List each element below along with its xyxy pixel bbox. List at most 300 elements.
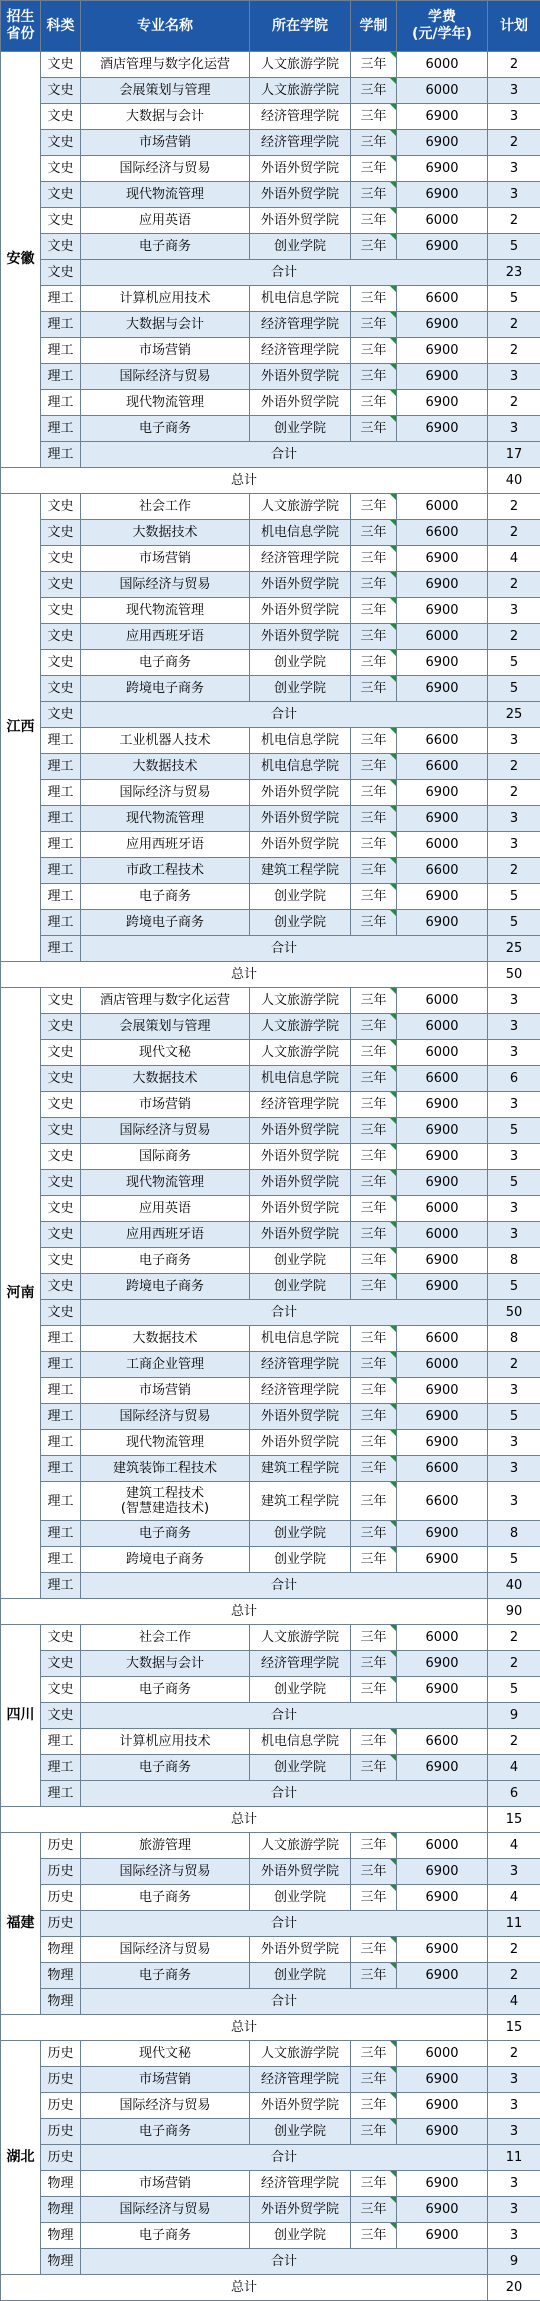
college-cell: 机电信息学院	[250, 286, 351, 312]
major-cell: 现代文秘	[81, 2041, 250, 2067]
duration-cell: 三年	[351, 1755, 397, 1781]
plan-cell: 3	[488, 78, 540, 104]
fee-cell: 6900	[397, 2067, 488, 2093]
fee-cell: 6600	[397, 286, 488, 312]
subtotal-row	[1, 1573, 540, 1599]
table-body	[1, 52, 540, 2301]
major-cell: 计算机应用技术	[81, 286, 250, 312]
college-cell: 外语外贸学院	[250, 1404, 351, 1430]
college-cell: 创业学院	[250, 910, 351, 936]
subtotal-value: 25	[488, 702, 540, 728]
fee-cell: 6000	[397, 1040, 488, 1066]
subtotal-value: 40	[488, 1573, 540, 1599]
table-row	[1, 650, 540, 676]
college-cell: 人文旅游学院	[250, 494, 351, 520]
header-category: 科类	[41, 1, 81, 52]
table-row	[1, 1859, 540, 1885]
duration-cell: 三年	[351, 312, 397, 338]
category-cell: 历史	[41, 1885, 81, 1911]
college-cell: 人文旅游学院	[250, 1014, 351, 1040]
fee-cell: 6600	[397, 1482, 488, 1521]
fee-cell: 6900	[397, 1248, 488, 1274]
header-province: 招生省份	[1, 1, 41, 52]
major-cell: 电子商务	[81, 2223, 250, 2249]
duration-cell: 三年	[351, 728, 397, 754]
table-row	[1, 1482, 540, 1521]
fee-cell: 6900	[397, 234, 488, 260]
category-cell: 文史	[41, 1118, 81, 1144]
major-cell: 市场营销	[81, 2171, 250, 2197]
plan-cell: 3	[488, 182, 540, 208]
plan-cell: 2	[488, 754, 540, 780]
fee-cell: 6900	[397, 2119, 488, 2145]
duration-cell: 三年	[351, 1274, 397, 1300]
college-cell: 经济管理学院	[250, 1092, 351, 1118]
header-plan: 计划	[488, 1, 540, 52]
college-cell: 外语外贸学院	[250, 208, 351, 234]
fee-cell: 6900	[397, 156, 488, 182]
fee-cell: 6600	[397, 1729, 488, 1755]
plan-cell: 5	[488, 910, 540, 936]
table-row	[1, 1456, 540, 1482]
plan-cell: 2	[488, 338, 540, 364]
fee-cell: 6000	[397, 1625, 488, 1651]
college-cell: 经济管理学院	[250, 2067, 351, 2093]
fee-cell: 6900	[397, 390, 488, 416]
major-cell: 大数据技术	[81, 1326, 250, 1352]
category-cell: 文史	[41, 572, 81, 598]
duration-cell: 三年	[351, 780, 397, 806]
college-cell: 人文旅游学院	[250, 988, 351, 1014]
major-cell: 国际经济与贸易	[81, 2093, 250, 2119]
plan-cell: 2	[488, 208, 540, 234]
table-row	[1, 1833, 540, 1859]
college-cell: 外语外贸学院	[250, 2197, 351, 2223]
fee-cell: 6900	[397, 1170, 488, 1196]
province-total-row	[1, 1599, 540, 1625]
plan-cell: 3	[488, 598, 540, 624]
college-cell: 外语外贸学院	[250, 364, 351, 390]
plan-cell: 2	[488, 1963, 540, 1989]
category-cell: 历史	[41, 2119, 81, 2145]
duration-cell: 三年	[351, 754, 397, 780]
total-label: 总计	[1, 1599, 488, 1625]
major-cell: 国际经济与贸易	[81, 1859, 250, 1885]
major-cell: 电子商务	[81, 2119, 250, 2145]
major-cell: 国际经济与贸易	[81, 364, 250, 390]
college-cell: 外语外贸学院	[250, 1118, 351, 1144]
plan-cell: 2	[488, 1937, 540, 1963]
fee-cell: 6600	[397, 1326, 488, 1352]
plan-cell: 2	[488, 780, 540, 806]
province-cell: 湖北	[1, 2041, 41, 2275]
table-row	[1, 1937, 540, 1963]
subtotal-label: 合计	[81, 442, 488, 468]
college-cell: 外语外贸学院	[250, 156, 351, 182]
table-row	[1, 390, 540, 416]
major-cell: 现代物流管理	[81, 1170, 250, 1196]
subtotal-category-cell: 文史	[41, 1300, 81, 1326]
total-value: 90	[488, 1599, 540, 1625]
table-row	[1, 1378, 540, 1404]
plan-cell: 3	[488, 1092, 540, 1118]
subtotal-row	[1, 2249, 540, 2275]
table-row	[1, 416, 540, 442]
major-cell: 国际经济与贸易	[81, 1404, 250, 1430]
category-cell: 文史	[41, 52, 81, 78]
fee-cell: 6000	[397, 208, 488, 234]
duration-cell: 三年	[351, 1547, 397, 1573]
table-row	[1, 1755, 540, 1781]
college-cell: 外语外贸学院	[250, 1170, 351, 1196]
college-cell: 机电信息学院	[250, 520, 351, 546]
table-row	[1, 52, 540, 78]
college-cell: 人文旅游学院	[250, 52, 351, 78]
major-cell: 市场营销	[81, 1378, 250, 1404]
plan-cell: 4	[488, 1755, 540, 1781]
duration-cell: 三年	[351, 1859, 397, 1885]
category-cell: 物理	[41, 2197, 81, 2223]
plan-cell: 4	[488, 1833, 540, 1859]
college-cell: 外语外贸学院	[250, 182, 351, 208]
fee-cell: 6900	[397, 2093, 488, 2119]
category-cell: 理工	[41, 780, 81, 806]
table-row	[1, 1196, 540, 1222]
category-cell: 文史	[41, 78, 81, 104]
duration-cell: 三年	[351, 338, 397, 364]
college-cell: 经济管理学院	[250, 338, 351, 364]
college-cell: 创业学院	[250, 416, 351, 442]
duration-cell: 三年	[351, 572, 397, 598]
category-cell: 文史	[41, 598, 81, 624]
duration-cell: 三年	[351, 1833, 397, 1859]
fee-cell: 6000	[397, 78, 488, 104]
major-cell: 应用西班牙语	[81, 832, 250, 858]
duration-cell: 三年	[351, 52, 397, 78]
fee-cell: 6900	[397, 572, 488, 598]
category-cell: 理工	[41, 1456, 81, 1482]
subtotal-value: 9	[488, 1703, 540, 1729]
plan-cell: 3	[488, 364, 540, 390]
subtotal-row	[1, 936, 540, 962]
college-cell: 人文旅游学院	[250, 1040, 351, 1066]
college-cell: 经济管理学院	[250, 312, 351, 338]
major-cell: 大数据与会计	[81, 1651, 250, 1677]
category-cell: 文史	[41, 520, 81, 546]
fee-cell: 6900	[397, 312, 488, 338]
college-cell: 人文旅游学院	[250, 2041, 351, 2067]
duration-cell: 三年	[351, 2171, 397, 2197]
fee-cell: 6900	[397, 1859, 488, 1885]
table-row	[1, 364, 540, 390]
major-cell: 市场营销	[81, 130, 250, 156]
category-cell: 理工	[41, 884, 81, 910]
subtotal-category-cell: 物理	[41, 2249, 81, 2275]
category-cell: 文史	[41, 1144, 81, 1170]
fee-cell: 6600	[397, 728, 488, 754]
subtotal-value: 50	[488, 1300, 540, 1326]
plan-cell: 5	[488, 884, 540, 910]
subtotal-category-cell: 理工	[41, 442, 81, 468]
college-cell: 建筑工程学院	[250, 1456, 351, 1482]
plan-cell: 3	[488, 104, 540, 130]
table-row	[1, 1963, 540, 1989]
plan-cell: 5	[488, 1274, 540, 1300]
plan-cell: 2	[488, 624, 540, 650]
plan-cell: 3	[488, 2223, 540, 2249]
province-total-row	[1, 1807, 540, 1833]
subtotal-category-cell: 理工	[41, 1573, 81, 1599]
category-cell: 文史	[41, 1222, 81, 1248]
major-cell: 国际经济与贸易	[81, 2197, 250, 2223]
plan-cell: 2	[488, 1352, 540, 1378]
category-cell: 理工	[41, 416, 81, 442]
fee-cell: 6900	[397, 1378, 488, 1404]
duration-cell: 三年	[351, 208, 397, 234]
plan-cell: 3	[488, 1482, 540, 1521]
subtotal-label: 合计	[81, 1781, 488, 1807]
major-cell: 现代物流管理	[81, 598, 250, 624]
fee-cell: 6000	[397, 1014, 488, 1040]
category-cell: 文史	[41, 1196, 81, 1222]
subtotal-row	[1, 1300, 540, 1326]
plan-cell: 3	[488, 806, 540, 832]
table-row	[1, 2067, 540, 2093]
table-row	[1, 1885, 540, 1911]
plan-cell: 3	[488, 1144, 540, 1170]
college-cell: 人文旅游学院	[250, 1833, 351, 1859]
duration-cell: 三年	[351, 182, 397, 208]
header-fee: 学费 (元/学年)	[397, 1, 488, 52]
category-cell: 文史	[41, 130, 81, 156]
table-row	[1, 338, 540, 364]
plan-cell: 3	[488, 1040, 540, 1066]
plan-cell: 3	[488, 728, 540, 754]
province-cell: 福建	[1, 1833, 41, 2015]
duration-cell: 三年	[351, 1092, 397, 1118]
fee-cell: 6600	[397, 1066, 488, 1092]
plan-cell: 2	[488, 520, 540, 546]
major-cell: 现代物流管理	[81, 182, 250, 208]
major-cell: 工业机器人技术	[81, 728, 250, 754]
table-header-row	[1, 1, 540, 52]
category-cell: 文史	[41, 1066, 81, 1092]
fee-cell: 6900	[397, 1677, 488, 1703]
subtotal-label: 合计	[81, 1300, 488, 1326]
category-cell: 文史	[41, 1040, 81, 1066]
major-cell: 电子商务	[81, 416, 250, 442]
college-cell: 创业学院	[250, 1547, 351, 1573]
college-cell: 创业学院	[250, 234, 351, 260]
plan-cell: 2	[488, 2041, 540, 2067]
major-cell: 酒店管理与数字化运营	[81, 52, 250, 78]
table-row	[1, 1729, 540, 1755]
major-cell: 现代物流管理	[81, 390, 250, 416]
duration-cell: 三年	[351, 884, 397, 910]
subtotal-category-cell: 理工	[41, 1781, 81, 1807]
duration-cell: 三年	[351, 1521, 397, 1547]
duration-cell: 三年	[351, 1651, 397, 1677]
fee-cell: 6600	[397, 858, 488, 884]
fee-cell: 6000	[397, 494, 488, 520]
plan-cell: 3	[488, 1196, 540, 1222]
duration-cell: 三年	[351, 546, 397, 572]
fee-cell: 6900	[397, 1092, 488, 1118]
subtotal-label: 合计	[81, 2145, 488, 2171]
fee-cell: 6900	[397, 1963, 488, 1989]
fee-cell: 6900	[397, 676, 488, 702]
table-row	[1, 1066, 540, 1092]
fee-cell: 6600	[397, 1456, 488, 1482]
table-row	[1, 2197, 540, 2223]
college-cell: 人文旅游学院	[250, 78, 351, 104]
subtotal-row	[1, 1703, 540, 1729]
duration-cell: 三年	[351, 1430, 397, 1456]
subtotal-value: 23	[488, 260, 540, 286]
duration-cell: 三年	[351, 520, 397, 546]
duration-cell: 三年	[351, 104, 397, 130]
table-row	[1, 78, 540, 104]
duration-cell: 三年	[351, 2093, 397, 2119]
subtotal-value: 9	[488, 2249, 540, 2275]
category-cell: 历史	[41, 1833, 81, 1859]
plan-cell: 3	[488, 416, 540, 442]
plan-cell: 2	[488, 130, 540, 156]
table-row	[1, 1677, 540, 1703]
category-cell: 历史	[41, 2041, 81, 2067]
table-row	[1, 676, 540, 702]
college-cell: 经济管理学院	[250, 2171, 351, 2197]
table-row	[1, 2119, 540, 2145]
major-cell: 国际经济与贸易	[81, 1937, 250, 1963]
fee-cell: 6900	[397, 1274, 488, 1300]
fee-cell: 6900	[397, 2171, 488, 2197]
fee-cell: 6600	[397, 520, 488, 546]
plan-cell: 2	[488, 1651, 540, 1677]
duration-cell: 三年	[351, 2067, 397, 2093]
table-row	[1, 1625, 540, 1651]
plan-cell: 3	[488, 2119, 540, 2145]
plan-cell: 8	[488, 1248, 540, 1274]
subtotal-label: 合计	[81, 702, 488, 728]
major-cell: 社会工作	[81, 494, 250, 520]
plan-cell: 5	[488, 1547, 540, 1573]
category-cell: 文史	[41, 1677, 81, 1703]
college-cell: 外语外贸学院	[250, 832, 351, 858]
category-cell: 理工	[41, 312, 81, 338]
subtotal-value: 17	[488, 442, 540, 468]
fee-cell: 6900	[397, 1651, 488, 1677]
category-cell: 文史	[41, 1625, 81, 1651]
major-cell: 电子商务	[81, 1755, 250, 1781]
major-cell: 酒店管理与数字化运营	[81, 988, 250, 1014]
category-cell: 文史	[41, 1170, 81, 1196]
fee-cell: 6900	[397, 650, 488, 676]
subtotal-value: 25	[488, 936, 540, 962]
table-row	[1, 1092, 540, 1118]
plan-cell: 3	[488, 1378, 540, 1404]
major-cell: 市场营销	[81, 338, 250, 364]
province-total-row	[1, 2015, 540, 2041]
subtotal-row	[1, 260, 540, 286]
fee-cell: 6900	[397, 1885, 488, 1911]
subtotal-category-cell: 理工	[41, 936, 81, 962]
category-cell: 文史	[41, 676, 81, 702]
category-cell: 文史	[41, 208, 81, 234]
total-label: 总计	[1, 962, 488, 988]
major-cell: 现代物流管理	[81, 806, 250, 832]
major-cell: 市场营销	[81, 2067, 250, 2093]
major-cell: 旅游管理	[81, 1833, 250, 1859]
category-cell: 理工	[41, 390, 81, 416]
college-cell: 创业学院	[250, 2119, 351, 2145]
table-row	[1, 286, 540, 312]
plan-cell: 3	[488, 156, 540, 182]
fee-cell: 6900	[397, 884, 488, 910]
college-cell: 创业学院	[250, 1521, 351, 1547]
category-cell: 物理	[41, 2171, 81, 2197]
major-cell: 大数据技术	[81, 520, 250, 546]
total-label: 总计	[1, 468, 488, 494]
duration-cell: 三年	[351, 1378, 397, 1404]
duration-cell: 三年	[351, 78, 397, 104]
fee-cell: 6900	[397, 1755, 488, 1781]
plan-cell: 2	[488, 390, 540, 416]
plan-cell: 8	[488, 1521, 540, 1547]
table-row	[1, 806, 540, 832]
college-cell: 经济管理学院	[250, 546, 351, 572]
plan-cell: 2	[488, 494, 540, 520]
plan-cell: 2	[488, 52, 540, 78]
province-total-row	[1, 962, 540, 988]
category-cell: 理工	[41, 1378, 81, 1404]
category-cell: 文史	[41, 234, 81, 260]
college-cell: 机电信息学院	[250, 1066, 351, 1092]
major-cell: 电子商务	[81, 1248, 250, 1274]
table-row	[1, 2093, 540, 2119]
province-cell: 四川	[1, 1625, 41, 1807]
subtotal-row	[1, 2145, 540, 2171]
category-cell: 理工	[41, 754, 81, 780]
major-cell: 电子商务	[81, 1885, 250, 1911]
category-cell: 理工	[41, 1430, 81, 1456]
category-cell: 理工	[41, 1352, 81, 1378]
category-cell: 理工	[41, 806, 81, 832]
duration-cell: 三年	[351, 1144, 397, 1170]
table-row	[1, 832, 540, 858]
fee-cell: 6900	[397, 2223, 488, 2249]
province-cell: 河南	[1, 988, 41, 1599]
plan-cell: 5	[488, 286, 540, 312]
table-row	[1, 1144, 540, 1170]
subtotal-value: 6	[488, 1781, 540, 1807]
subtotal-row	[1, 702, 540, 728]
college-cell: 创业学院	[250, 1274, 351, 1300]
duration-cell: 三年	[351, 286, 397, 312]
major-cell: 电子商务	[81, 884, 250, 910]
duration-cell: 三年	[351, 2197, 397, 2223]
major-cell: 现代文秘	[81, 1040, 250, 1066]
province-total-row	[1, 468, 540, 494]
college-cell: 人文旅游学院	[250, 1625, 351, 1651]
duration-cell: 三年	[351, 1040, 397, 1066]
college-cell: 外语外贸学院	[250, 598, 351, 624]
major-cell: 大数据与会计	[81, 312, 250, 338]
duration-cell: 三年	[351, 1066, 397, 1092]
plan-cell: 8	[488, 1326, 540, 1352]
major-cell: 计算机应用技术	[81, 1729, 250, 1755]
category-cell: 历史	[41, 2093, 81, 2119]
